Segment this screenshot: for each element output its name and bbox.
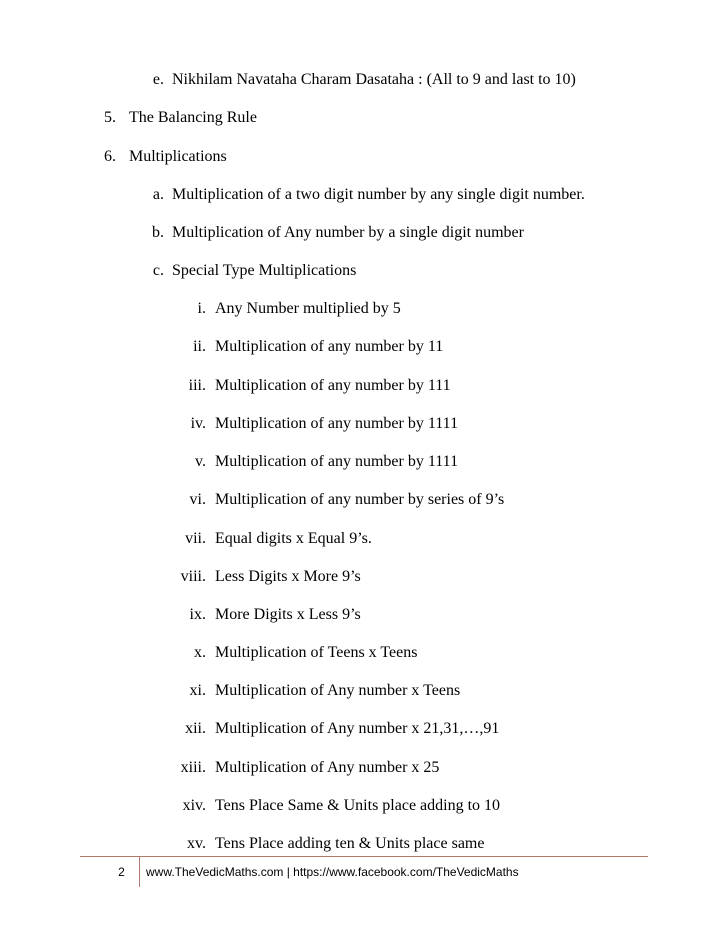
page-number: 2 [80,857,140,887]
list-item-text: The Balancing Rule [129,109,257,126]
list-marker: xii. [185,720,206,737]
list-marker: vi. [189,491,206,508]
list-item-text: Any Number multiplied by 5 [215,300,401,317]
list-item-text: Equal digits x Equal 9’s. [215,530,372,547]
list-item-text: Multiplication of any number by series of 9’s [215,491,505,508]
list-marker: x. [194,644,206,661]
list-item-text: Multiplication of Any number x 21,31,…,91 [215,720,500,737]
list-marker: a. [152,186,164,203]
list-marker: xv. [187,835,206,852]
list-item-text: Multiplications [129,148,227,165]
list-item-text: Special Type Multiplications [172,262,357,279]
footer-text: www.TheVedicMaths.com | https://www.facebook.com/TheVedicMaths [146,865,519,879]
list-marker: iii. [188,377,206,394]
list-item-text: Multiplication of Any number x 25 [215,759,440,776]
page-footer [80,856,648,887]
list-marker: xiii. [180,759,206,776]
list-item-text: Nikhilam Navataha Charam Dasataha : (All to 9 and last to 10) [172,71,576,88]
list-marker: ix. [189,606,206,623]
list-marker: e. [152,71,164,88]
list-marker: 5. [104,109,116,126]
list-marker: v. [195,453,206,470]
list-marker: i. [197,300,206,317]
list-item-text: Multiplication of Any number by a single digit number [172,224,524,241]
list-marker: viii. [180,568,206,585]
list-marker: xi. [189,682,206,699]
list-item-text: Multiplication of Any number x Teens [215,682,461,699]
list-marker: iv. [190,415,206,432]
list-item-text: Multiplication of a two digit number by any single digit number. [172,186,585,203]
list-item-text: Multiplication of any number by 1111 [215,453,459,470]
list-marker: c. [152,262,164,279]
list-marker: 6. [104,148,116,165]
list-item-text: Multiplication of any number by 111 [215,377,451,394]
list-marker: b. [152,224,164,241]
list-item-text: Tens Place Same & Units place adding to 10 [215,797,501,814]
list-marker: ii. [193,338,206,355]
list-item-text: Multiplication of any number by 11 [215,338,444,355]
list-item-text: Tens Place adding ten & Units place same [215,835,485,852]
list-item-text: Multiplication of Teens x Teens [215,644,418,661]
list-item-text: Less Digits x More 9’s [215,568,361,585]
list-marker: vii. [185,530,206,547]
list-marker: xiv. [182,797,206,814]
list-item-text: More Digits x Less 9’s [215,606,361,623]
list-item-text: Multiplication of any number by 1111 [215,415,459,432]
